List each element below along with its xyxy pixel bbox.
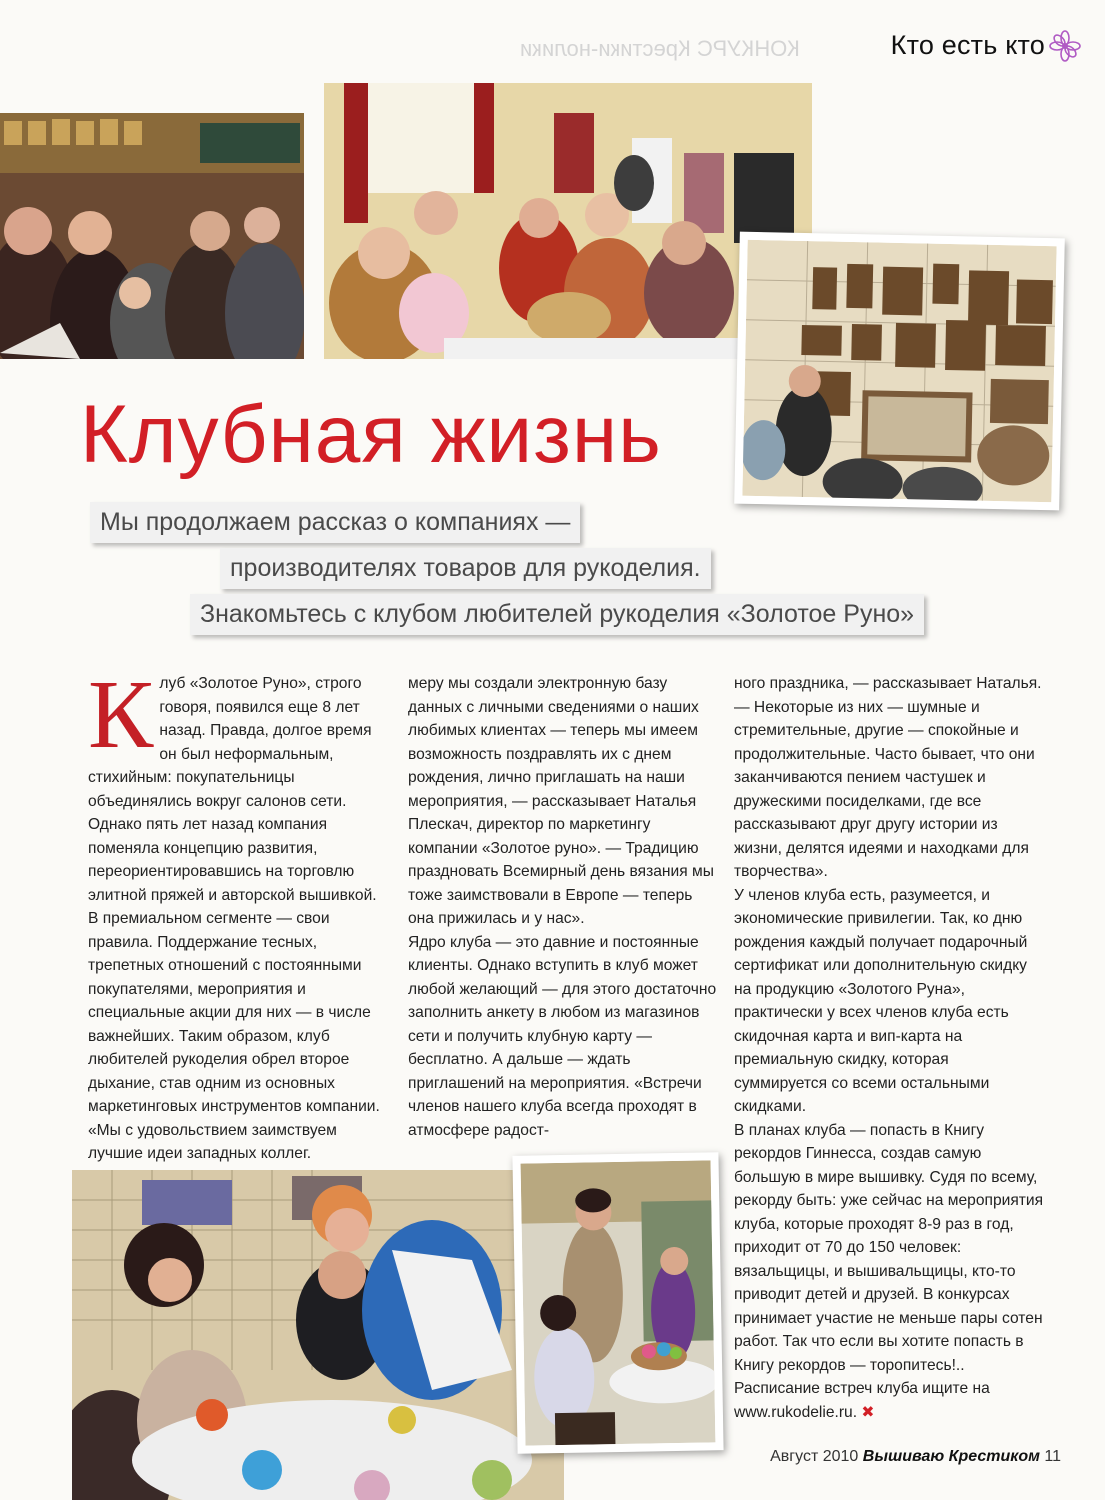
article-column-1	[88, 661, 388, 1189]
column-3-paragraph-3	[734, 1119, 1044, 1425]
subtitle-line-1: Мы продолжаем рассказ о компаниях —	[90, 502, 580, 543]
bleed-through-text: КОНКУРС Крестики-нолики	[520, 36, 800, 61]
photo-embroidery-exhibition	[734, 232, 1065, 511]
end-mark-icon: ✖	[861, 1403, 875, 1421]
subtitle-line-3: Знакомьтесь с клубом любителей рукоделия «Золотое Руно»	[190, 594, 924, 635]
section-label: Кто есть кто	[890, 30, 1045, 60]
photo-woman-knitting	[512, 1152, 723, 1454]
photo-group-crafting	[72, 1170, 564, 1500]
magazine-name: Вышиваю Крестиком	[862, 1448, 1040, 1465]
column-3-paragraph-3-text: В планах клуба — попасть в Книгу рекордов Гиннесса, создав самую большую в мире вышивку. Судя по всему, рекорду быть: уже сейчас на мероприятия клуба, которые проходят 8-9 раз в год, приходит от 70 до 150 человек: вязальщицы, и вышивальщицы, кто-то приводит детей и друзей. В конкурсах принимает участие не меньше пары сотен работ. Так что если вы хотите попасть в Книгу рекордов — торопитесь!.. Расписание встреч клуба ищите на www.rukodelie.ru.	[734, 1121, 1044, 1421]
page-footer	[770, 1448, 1061, 1466]
column-3-paragraph-1: ного праздника, — рассказывает Наталья. — Некоторые из них — шумные и стремительные, другие — спокойные и продолжительные. Часто бывает, что они заканчиваются пением частушек и дружескими посиделками, где все рассказывают друг другу истории из жизни, делятся идеями и находками для творчества».	[734, 675, 1042, 880]
dropcap-letter: К	[88, 661, 154, 769]
article-column-2	[408, 672, 718, 1142]
column-3-paragraph-2: У членов клуба есть, разумеется, и экономические привилегии. Так, ко дню рождения каждый получает подарочный сертификат или дополнительную скидку на продукцию «Золотого Руна», практически у всех членов клуба есть скидочная карта и вип-карта на премиальную скидку, которая суммируется со всеми остальными скидками.	[734, 886, 1028, 1115]
article-title: Клубная жизнь	[80, 389, 662, 480]
photo-crowd-exhibition	[0, 113, 304, 359]
issue-date: Август 2010	[770, 1448, 859, 1465]
article-column-3	[734, 672, 1044, 1424]
subtitle-line-2: производителях товаров для рукоделия.	[220, 548, 711, 589]
column-2-paragraph-1: меру мы создали электронную базу данных с личными сведениями о наших любимых клиентах — теперь мы имеем возможность поздравлять их с днем рождения, лично приглашать на наши мероприятия, — рассказывает Наталья Плескач, директор по маркетингу компании «Золотое руно». — Традицию праздновать Всемирный день вязания мы тоже заимствовали в Европе — теперь она прижилась и у нас».	[408, 675, 714, 927]
column-1-paragraph: луб «Золотое Руно», строго говоря, появился еще 8 лет назад. Правда, долгое время он был неформальным, стихийным: покупательницы объединялись вокруг салонов сети. Однако пять лет назад компания поменяла концепцию развития, переориентировавшись на торговлю элитной пряжей и авторской вышивкой. В премиальном сегменте — свои правила. Поддержание тесных, трепетных отношений с постоянными покупателями, мероприятия и специальные акции для них — в числе важнейших. Таким образом, клуб любителей рукоделия обрел второе дыхание, став одним из основных маркетинговых инструментов компании. «Мы с удовольствием заимствуем лучшие идеи западных коллег.	[88, 675, 380, 1162]
column-2-paragraph-2: Ядро клуба — это давние и постоянные клиенты. Однако вступить в клуб может любой желающий — для этого достаточно заполнить анкету в любом из магазинов сети и получить клубную карту — бесплатно. А дальше — ждать приглашений на мероприятия. «Встречи членов нашего клуба всегда проходят в атмосфере радост-	[408, 933, 717, 1139]
page-number: 11	[1044, 1448, 1061, 1465]
flower-icon	[1049, 30, 1081, 62]
